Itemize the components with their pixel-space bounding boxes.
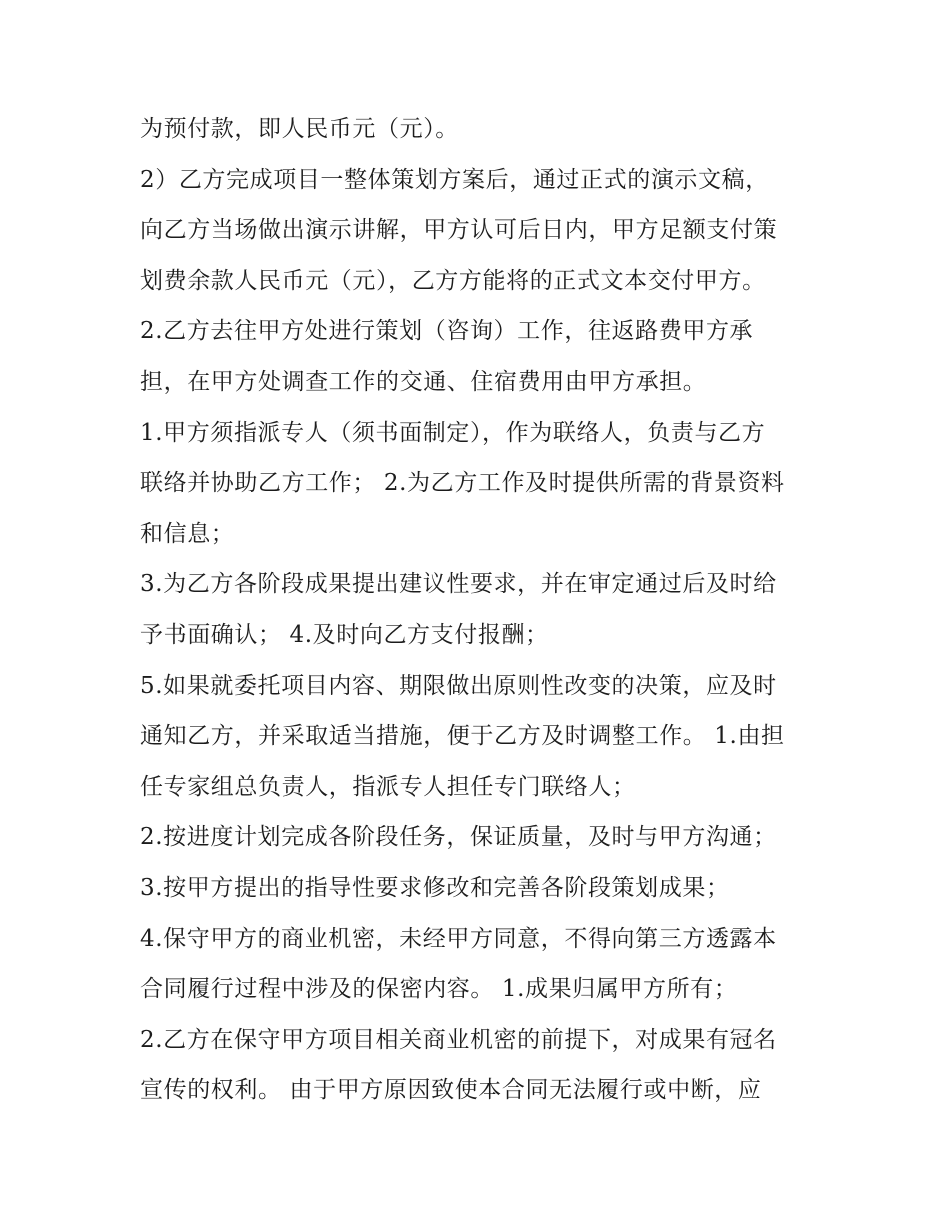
text-line: 3.按甲方提出的指导性要求修改和完善各阶段策划成果； [140, 874, 730, 901]
text-line: 2.乙方去往甲方处进行策划（咨询）工作，往返路费甲方承 [140, 318, 754, 345]
text-line: 1.甲方须指派专人（须书面制定），作为联络人，负责与乙方 [140, 419, 766, 446]
text-line: 任专家组总负责人，指派专人担任专门联络人； [140, 773, 636, 800]
text-line: 划费余款人民币元（元），乙方方能将的正式文本交付甲方。 [140, 267, 766, 294]
text-line: 3.为乙方各阶段成果提出建议性要求，并在审定通过后及时给 [140, 571, 777, 598]
document-body [140, 104, 830, 1116]
text-line: 2.按进度计划完成各阶段任务，保证质量，及时与甲方沟通； [140, 824, 777, 851]
text-line: 2.乙方在保守甲方项目相关商业机密的前提下，对成果有冠名 [140, 1026, 777, 1053]
text-line: 予书面确认； 4.及时向乙方支付报酬； [140, 621, 549, 648]
text-line: 联络并协助乙方工作； 2.为乙方工作及时提供所需的背景资料 [140, 470, 785, 497]
text-line: 4.保守甲方的商业机密，未经甲方同意，不得向第三方透露本 [140, 925, 777, 952]
text-line: 2）乙方完成项目一整体策划方案后，通过正式的演示文稿， [140, 166, 769, 193]
text-line: 和信息； [140, 520, 235, 547]
text-line: 向乙方当场做出演示讲解，甲方认可后日内，甲方足额支付策 [140, 217, 778, 244]
text-line: 担，在甲方处调查工作的交通、住宿费用由甲方承担。 [140, 368, 707, 395]
text-line: 通知乙方，并采取适当措施，便于乙方及时调整工作。 1.由担 [140, 723, 785, 750]
text-line: 为预付款，即人民币元（元）。 [140, 116, 459, 142]
text-line: 宣传的权利。 由于甲方原因致使本合同无法履行或中断，应 [140, 1077, 762, 1104]
text-line: 合同履行过程中涉及的保密内容。 1.成果归属甲方所有； [140, 976, 738, 1003]
text-line: 5.如果就委托项目内容、期限做出原则性改变的决策，应及时 [140, 672, 777, 699]
